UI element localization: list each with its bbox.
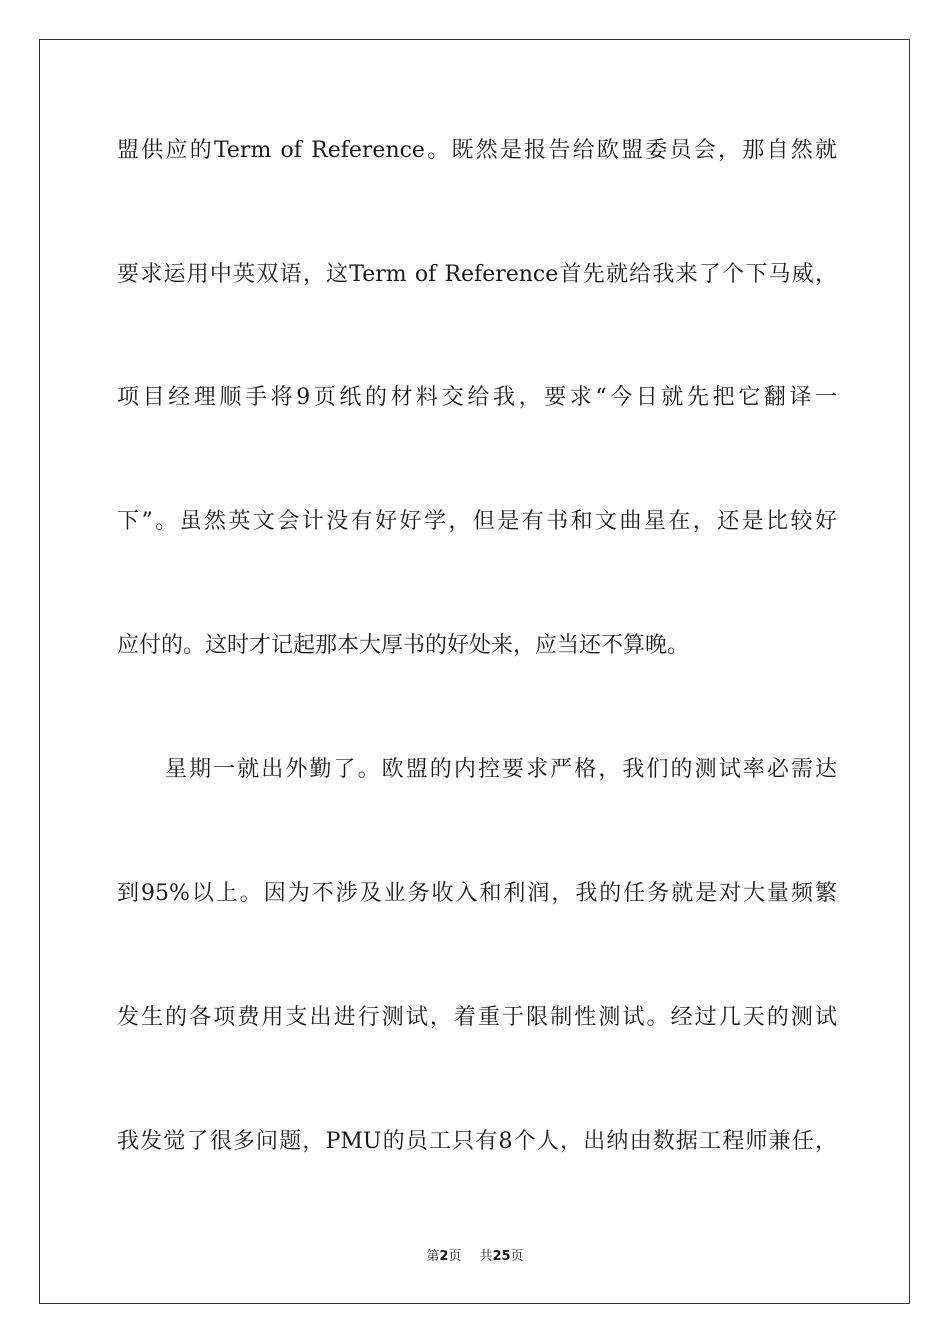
paragraph-line-8: 发生的各项费用支出进行测试，着重于限制性测试。经过几天的测试 bbox=[117, 1005, 837, 1030]
page-footer bbox=[0, 1245, 950, 1264]
page-number-suffix: 页 bbox=[448, 1249, 462, 1264]
paragraph-line-5: 应付的。这时才记起那本大厚书的好处来，应当还不算晚。 bbox=[117, 633, 690, 658]
total-pages-count: 25 bbox=[492, 1249, 511, 1264]
paragraph-line-1: 盟供应的Term of Reference。既然是报告给欧盟委员会，那自然就 bbox=[117, 138, 837, 163]
total-pages-prefix: 共 bbox=[479, 1249, 493, 1264]
paragraph-line-2: 要求运用中英双语，这Term of Reference首先就给我来了个下马威， bbox=[117, 262, 837, 287]
paragraph-line-7: 到95%以上。因为不涉及业务收入和利润，我的任务就是对大量频繁 bbox=[117, 881, 837, 906]
paragraph-line-6: 星期一就出外勤了。欧盟的内控要求严格，我们的测试率必需达 bbox=[165, 757, 837, 782]
page-number-prefix: 第 bbox=[426, 1249, 440, 1264]
page-number-current: 2 bbox=[439, 1249, 449, 1264]
total-pages-suffix: 页 bbox=[510, 1249, 524, 1264]
paragraph-line-3: 项目经理顺手将9页纸的材料交给我，要求“今日就先把它翻译一 bbox=[117, 385, 837, 410]
paragraph-line-4: 下”。虽然英文会计没有好好学，但是有书和文曲星在，还是比较好 bbox=[117, 509, 837, 534]
page-border bbox=[39, 39, 910, 1304]
paragraph-line-9: 我发觉了很多问题，PMU的员工只有8个人，出纳由数据工程师兼任， bbox=[117, 1129, 837, 1154]
